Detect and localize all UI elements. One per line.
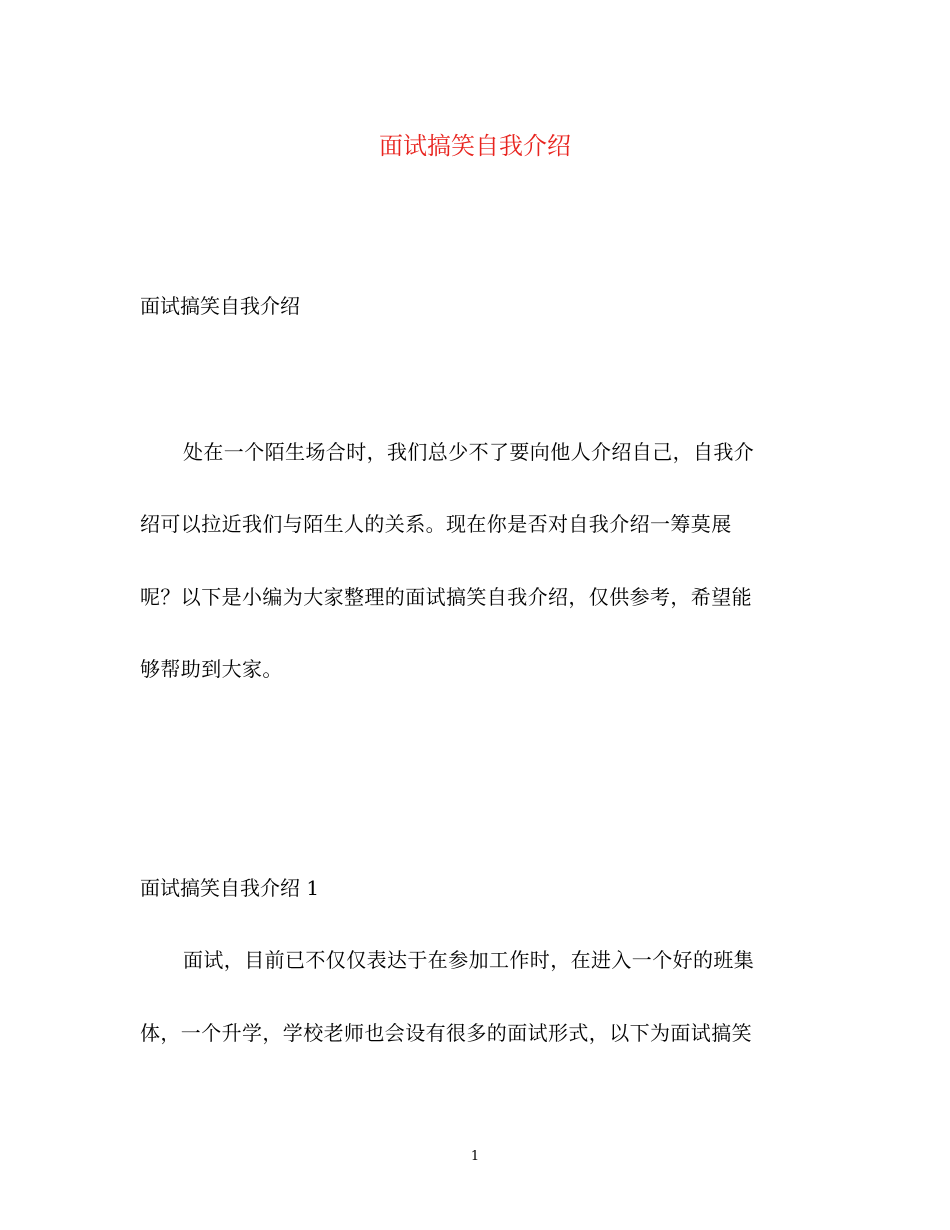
section-heading: 面试搞笑自我介绍 (140, 294, 300, 318)
intro-paragraph-line: 呢？以下是小编为大家整理的面试搞笑自我介绍，仅供参考，希望能 (140, 585, 752, 609)
section1-paragraph-line: 面试，目前已不仅仅表达于在参加工作时，在进入一个好的班集 (183, 948, 755, 972)
intro-paragraph-line: 绍可以拉近我们与陌生人的关系。现在你是否对自我介绍一筹莫展 (140, 512, 732, 536)
document-title: 面试搞笑自我介绍 (379, 132, 571, 160)
intro-paragraph-line: 处在一个陌生场合时，我们总少不了要向他人介绍自己，自我介 (183, 440, 755, 464)
intro-paragraph-line: 够帮助到大家。 (140, 657, 283, 681)
page-number: 1 (470, 1149, 480, 1164)
subheading-1: 面试搞笑自我介绍 1 (140, 876, 320, 900)
section1-paragraph-line: 体，一个升学，学校老师也会设有很多的面试形式，以下为面试搞笑 (140, 1021, 752, 1045)
